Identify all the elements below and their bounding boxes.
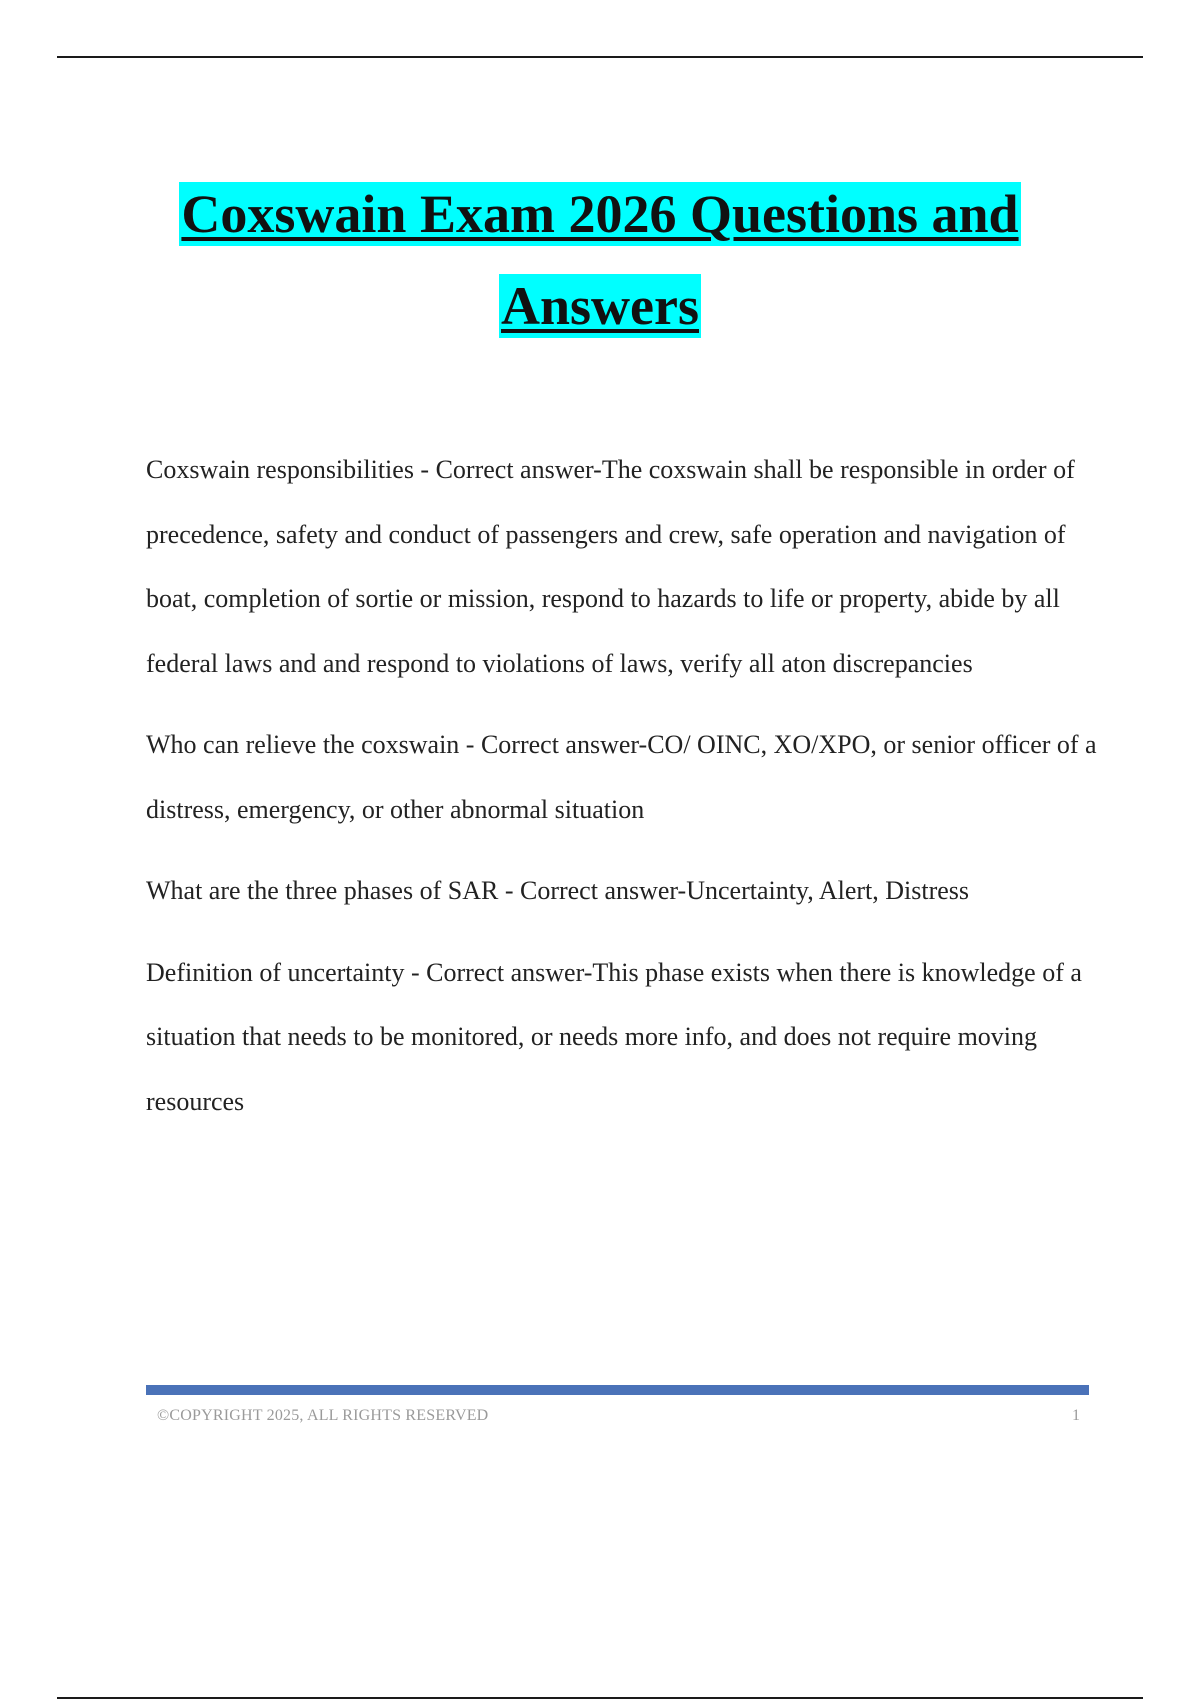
document-title: [0, 168, 1200, 352]
title-line-2: [0, 260, 1200, 352]
title-text-line-1: Coxswain Exam 2026 Questions and: [181, 184, 1019, 244]
qa-item: Who can relieve the coxswain - Correct answer-CO/ OINC, XO/XPO, or senior officer of a distress, emergency, or other abnormal situation: [146, 730, 1097, 824]
title-line-1: [0, 168, 1200, 260]
qa-item: Definition of uncertainty - Correct answer-This phase exists when there is knowledge of a situation that needs to be monitored, or needs more info, and does not require moving resources: [146, 957, 1082, 1116]
title-text-line-2: Answers: [501, 276, 699, 336]
footer-bar: [146, 1385, 1089, 1395]
top-rule: [57, 56, 1143, 58]
qa-item: What are the three phases of SAR - Correct answer-Uncertainty, Alert, Distress: [146, 876, 970, 905]
qa-item: Coxswain responsibilities - Correct answer-The coxswain shall be responsible in order of precedence, safety and conduct of passengers and crew, safe operation and navigation of boat, completion of sortie or mission, respond to hazards to life or property, abide by all federal laws and and respond to violations of laws, verify all aton discrepancies: [146, 455, 1075, 678]
footer-copyright: ©COPYRIGHT 2025, ALL RIGHTS RESERVED: [157, 1407, 489, 1424]
document-body: [146, 438, 1106, 1151]
page-number: 1: [1072, 1407, 1080, 1424]
bottom-rule: [57, 1697, 1143, 1699]
